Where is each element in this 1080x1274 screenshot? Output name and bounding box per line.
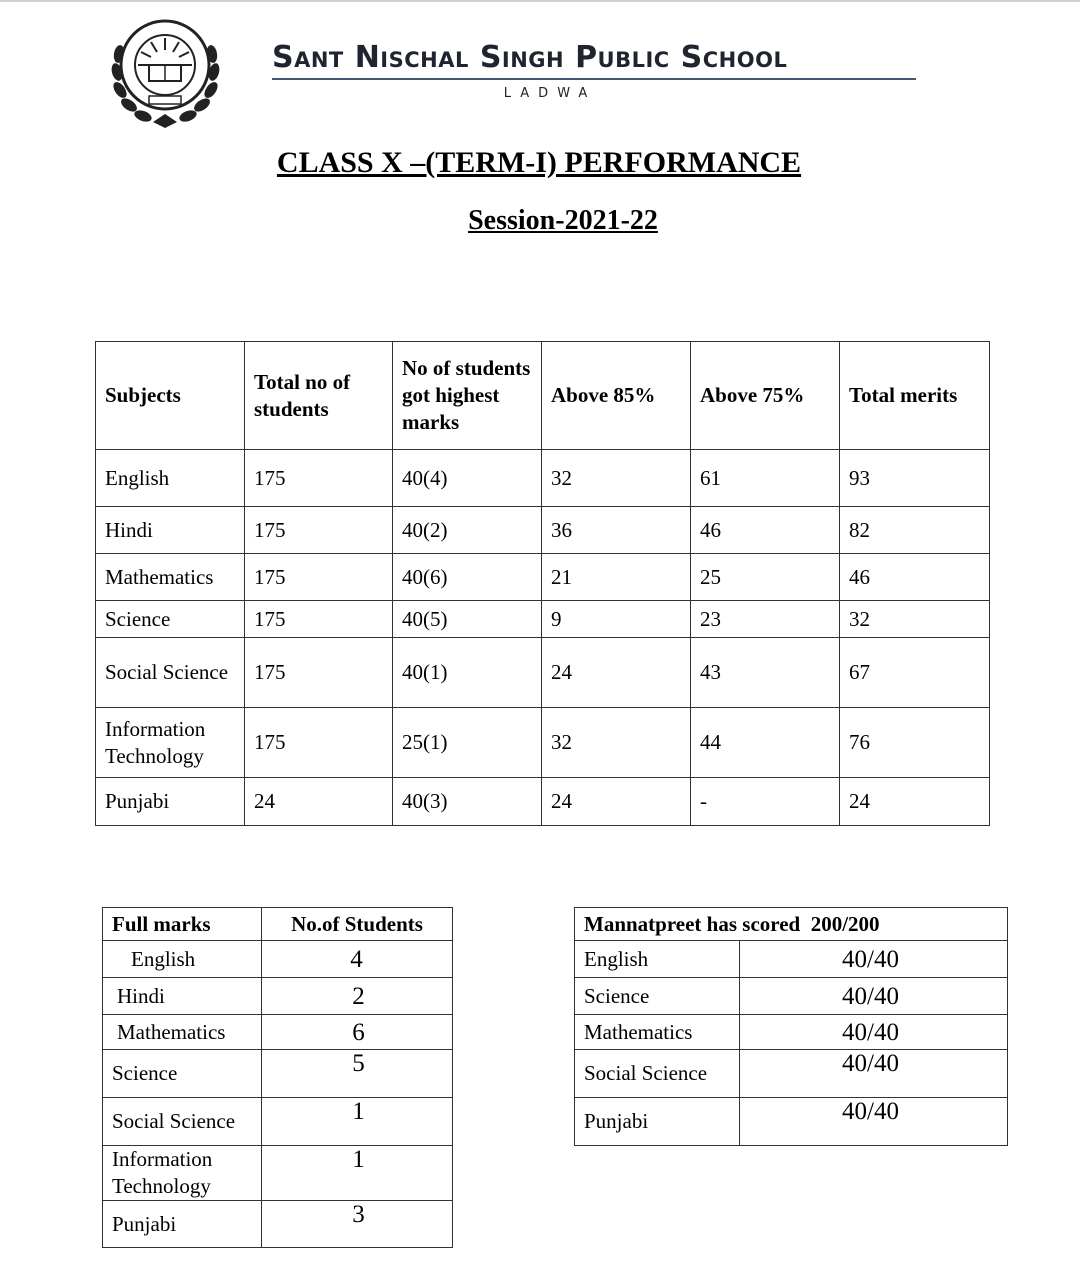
column-header: Above 85% (542, 342, 691, 450)
subject-cell: Science (103, 1050, 262, 1098)
merits-cell: 82 (840, 507, 990, 554)
above75-cell: 23 (691, 601, 840, 638)
above75-cell: 61 (691, 450, 840, 507)
table-row (103, 1098, 453, 1146)
table-row (575, 978, 1008, 1015)
subject-cell: Hindi (96, 507, 245, 554)
count-cell: 1 (262, 1098, 453, 1146)
subject-cell: Hindi (103, 978, 262, 1015)
school-name: Sant Nischal Singh Public School (272, 40, 788, 75)
column-header: No.of Students (262, 908, 453, 941)
subject-cell: Punjabi (575, 1098, 740, 1146)
merits-cell: 76 (840, 708, 990, 778)
highest-cell: 40(5) (393, 601, 542, 638)
subject-cell: Social Science (103, 1098, 262, 1146)
column-header: Subjects (96, 342, 245, 450)
above85-cell: 32 (542, 450, 691, 507)
top-divider (0, 0, 1080, 2)
subject-cell: Social Science (96, 638, 245, 708)
total-cell: 175 (245, 601, 393, 638)
column-header: Above 75% (691, 342, 840, 450)
highest-cell: 40(4) (393, 450, 542, 507)
table-row (103, 978, 453, 1015)
highest-cell: 40(1) (393, 638, 542, 708)
subject-cell: Social Science (575, 1050, 740, 1098)
above85-cell: 24 (542, 638, 691, 708)
above85-cell: 32 (542, 708, 691, 778)
merits-cell: 46 (840, 554, 990, 601)
score-cell: 40/40 (740, 1015, 1008, 1050)
above75-cell: 43 (691, 638, 840, 708)
document-session: Session-2021-22 (468, 205, 658, 236)
highest-cell: 40(6) (393, 554, 542, 601)
school-town: LADWA (503, 86, 597, 101)
school-logo (103, 10, 228, 130)
subject-cell: Mathematics (103, 1015, 262, 1050)
above85-cell: 9 (542, 601, 691, 638)
highest-cell: 25(1) (393, 708, 542, 778)
subject-cell: Mathematics (96, 554, 245, 601)
total-cell: 175 (245, 554, 393, 601)
column-header: Total merits (840, 342, 990, 450)
table-row (96, 601, 990, 638)
above85-cell: 21 (542, 554, 691, 601)
column-header: Full marks (103, 908, 262, 941)
table-row (103, 1050, 453, 1098)
performance-table (95, 341, 990, 826)
merits-cell: 32 (840, 601, 990, 638)
table-row (96, 554, 990, 601)
table-row (96, 638, 990, 708)
table-row (96, 507, 990, 554)
score-cell: 40/40 (740, 978, 1008, 1015)
total-cell: 175 (245, 507, 393, 554)
count-cell: 5 (262, 1050, 453, 1098)
total-cell: 175 (245, 708, 393, 778)
subject-cell: English (103, 941, 262, 978)
count-cell: 3 (262, 1201, 453, 1248)
subject-cell: Science (96, 601, 245, 638)
table-row (575, 1050, 1008, 1098)
subject-cell: Science (575, 978, 740, 1015)
table-header-row (96, 342, 990, 450)
highest-cell: 40(2) (393, 507, 542, 554)
merits-cell: 93 (840, 450, 990, 507)
subject-cell: Information Technology (103, 1146, 262, 1201)
above75-cell: 44 (691, 708, 840, 778)
above85-cell: 36 (542, 507, 691, 554)
school-name-underline (272, 78, 916, 80)
table-row (103, 1201, 453, 1248)
total-cell: 24 (245, 778, 393, 826)
subject-cell: Punjabi (103, 1201, 262, 1248)
table-row (575, 1098, 1008, 1146)
above75-cell: 46 (691, 507, 840, 554)
table-row (575, 941, 1008, 978)
document-title: CLASS X –(TERM-I) PERFORMANCE (276, 146, 802, 179)
above85-cell: 24 (542, 778, 691, 826)
count-cell: 4 (262, 941, 453, 978)
column-header: No of students got highest marks (393, 342, 542, 450)
table-row (96, 778, 990, 826)
table-row (96, 708, 990, 778)
score-cell: 40/40 (740, 1098, 1008, 1146)
count-cell: 1 (262, 1146, 453, 1201)
total-cell: 175 (245, 450, 393, 507)
merits-cell: 67 (840, 638, 990, 708)
subject-cell: Information Technology (96, 708, 245, 778)
score-cell: 40/40 (740, 941, 1008, 978)
subject-cell: English (96, 450, 245, 507)
full-marks-table (102, 907, 453, 1248)
table-row (103, 941, 453, 978)
topper-heading: Mannatpreet has scored 200/200 (575, 908, 1008, 941)
subject-cell: Mathematics (575, 1015, 740, 1050)
total-cell: 175 (245, 638, 393, 708)
table-row (96, 450, 990, 507)
merits-cell: 24 (840, 778, 990, 826)
column-header: Total no of students (245, 342, 393, 450)
table-row (103, 1146, 453, 1201)
above75-cell: - (691, 778, 840, 826)
subject-cell: English (575, 941, 740, 978)
count-cell: 6 (262, 1015, 453, 1050)
table-header-row (575, 908, 1008, 941)
highest-cell: 40(3) (393, 778, 542, 826)
score-cell: 40/40 (740, 1050, 1008, 1098)
above75-cell: 25 (691, 554, 840, 601)
topper-table (574, 907, 1008, 1146)
subject-cell: Punjabi (96, 778, 245, 826)
table-header-row (103, 908, 453, 941)
count-cell: 2 (262, 978, 453, 1015)
table-row (575, 1015, 1008, 1050)
table-row (103, 1015, 453, 1050)
